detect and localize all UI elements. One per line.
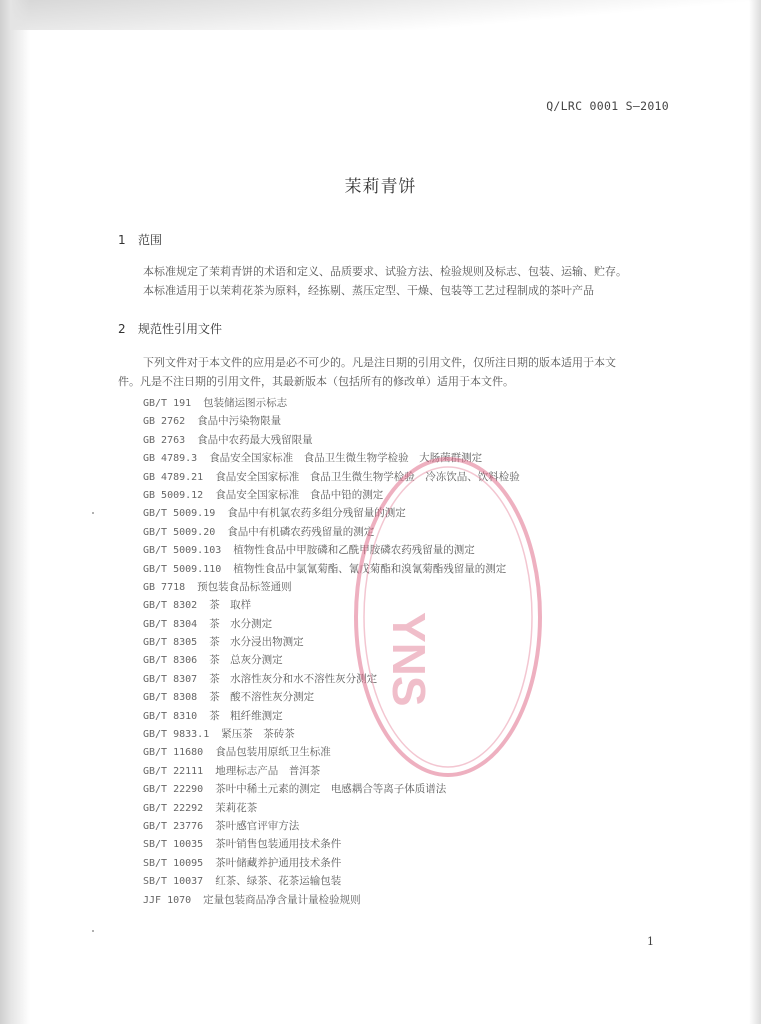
document-title: 茉莉青饼 xyxy=(344,177,417,197)
reference-code: GB 2763 xyxy=(143,434,186,446)
reference-item xyxy=(143,431,520,449)
page-number: 1 xyxy=(647,935,654,948)
reference-list xyxy=(143,394,520,909)
section-2-number: 2 xyxy=(118,322,126,336)
reference-code: GB 7718 xyxy=(143,581,186,593)
reference-item xyxy=(143,780,520,798)
reference-code: GB/T 8304 xyxy=(143,618,198,630)
scan-speck xyxy=(92,930,94,932)
reference-title: 定量包装商品净含量计量检验规则 xyxy=(203,893,361,906)
section-1-heading xyxy=(118,231,162,248)
reference-code: GB/T 8305 xyxy=(143,637,198,649)
section-1-number: 1 xyxy=(118,233,126,247)
reference-title: 茶 取样 xyxy=(209,599,252,612)
section-2-intro-line-2: 件。凡是不注日期的引用文件，其最新版本（包括所有的修改单）适用于本文件。 xyxy=(118,375,514,388)
reference-code: GB 5009.12 xyxy=(143,489,204,501)
reference-title: 茶叶感官评审方法 xyxy=(215,819,300,832)
reference-code: SB/T 10095 xyxy=(143,857,204,869)
reference-code: GB/T 5009.19 xyxy=(143,508,216,520)
reference-item xyxy=(143,504,520,522)
reference-code: GB/T 11680 xyxy=(143,747,204,759)
reference-item xyxy=(143,394,520,412)
reference-item xyxy=(143,578,520,596)
reference-item xyxy=(143,615,520,633)
reference-title: 植物性食品中甲胺磷和乙酰甲胺磷农药残留量的测定 xyxy=(233,544,475,557)
reference-item xyxy=(143,670,520,688)
reference-item xyxy=(143,651,520,669)
reference-code: GB/T 5009.103 xyxy=(143,545,222,557)
reference-code: SB/T 10035 xyxy=(143,839,204,851)
reference-item xyxy=(143,596,520,614)
section-2-intro-line-1: 下列文件对于本文件的应用是必不可少的。凡是注日期的引用文件，仅所注日期的版本适用于本文 xyxy=(143,356,616,369)
reference-code: GB 4789.3 xyxy=(143,453,198,465)
reference-code: GB/T 22290 xyxy=(143,784,204,796)
reference-title: 地理标志产品 普洱茶 xyxy=(215,764,321,777)
reference-title: 食品安全国家标准 食品卫生微生物学检验 冷冻饮品、饮料检验 xyxy=(215,470,520,483)
reference-code: GB/T 8307 xyxy=(143,673,198,685)
reference-item xyxy=(143,412,520,430)
reference-title: 食品中有机氯农药多组分残留量的测定 xyxy=(227,507,406,520)
reference-title: 茶 水分浸出物测定 xyxy=(209,636,304,649)
reference-title: 茶 水分测定 xyxy=(209,617,273,630)
reference-title: 食品安全国家标准 食品卫生微生物学检验 大肠菌群测定 xyxy=(209,452,483,465)
reference-item xyxy=(143,835,520,853)
reference-item xyxy=(143,486,520,504)
reference-item xyxy=(143,541,520,559)
reference-title: 茶叶销售包装通用技术条件 xyxy=(215,838,342,851)
reference-title: 食品中农药最大残留限量 xyxy=(197,433,313,446)
reference-code: GB 2762 xyxy=(143,416,186,428)
reference-item xyxy=(143,872,520,890)
reference-code: GB/T 9833.1 xyxy=(143,729,210,741)
reference-item xyxy=(143,707,520,725)
reference-code: GB/T 8310 xyxy=(143,710,198,722)
reference-code: GB/T 22111 xyxy=(143,765,204,777)
reference-code: GB/T 5009.20 xyxy=(143,526,216,538)
reference-item xyxy=(143,725,520,743)
reference-item xyxy=(143,688,520,706)
reference-item xyxy=(143,743,520,761)
reference-item xyxy=(143,468,520,486)
reference-code: GB/T 8306 xyxy=(143,655,198,667)
reference-title: 茶叶储藏养护通用技术条件 xyxy=(215,856,342,869)
reference-item xyxy=(143,799,520,817)
reference-title: 食品中有机磷农药残留量的测定 xyxy=(227,525,375,538)
reference-title: 红茶、绿茶、花茶运输包装 xyxy=(215,875,342,888)
reference-title: 食品中污染物限量 xyxy=(197,415,282,428)
reference-title: 紧压茶 茶砖茶 xyxy=(221,728,295,741)
reference-item xyxy=(143,762,520,780)
section-2-heading xyxy=(118,320,222,337)
reference-title: 预包装食品标签通则 xyxy=(197,580,292,593)
reference-code: SB/T 10037 xyxy=(143,876,204,888)
reference-code: GB/T 5009.110 xyxy=(143,563,222,575)
reference-code: GB 4789.21 xyxy=(143,471,204,483)
section-1-title: 范围 xyxy=(138,233,163,247)
reference-title: 茶 水溶性灰分和水不溶性灰分测定 xyxy=(209,672,378,685)
svg-text:YNS: YNS xyxy=(383,612,435,707)
scan-speck xyxy=(92,512,94,514)
reference-title: 包装储运图示标志 xyxy=(203,397,288,409)
reference-title: 植物性食品中氯氰菊酯、氰戊菊酯和溴氰菊酯残留量的测定 xyxy=(233,562,507,575)
reference-title: 食品安全国家标准 食品中铅的测定 xyxy=(215,488,384,501)
section-1-paragraph-2: 本标准适用于以茉莉花茶为原料，经拣剔、蒸压定型、干燥、包装等工艺过程制成的茶叶产品 xyxy=(143,284,594,297)
reference-item xyxy=(143,523,520,541)
reference-title: 茶 粗纤维测定 xyxy=(209,709,283,722)
reference-code: GB/T 8302 xyxy=(143,600,198,612)
reference-title: 茶 酸不溶性灰分测定 xyxy=(209,691,315,704)
reference-item xyxy=(143,633,520,651)
reference-title: 茉莉花茶 xyxy=(215,801,258,814)
reference-item xyxy=(143,449,520,467)
reference-title: 茶 总灰分测定 xyxy=(209,654,283,667)
standard-code: Q/LRC 0001 S—2010 xyxy=(546,99,669,113)
reference-title: 食品包装用原纸卫生标准 xyxy=(215,746,331,759)
reference-code: GB/T 8308 xyxy=(143,692,198,704)
section-1-paragraph-1: 本标准规定了茉莉青饼的术语和定义、品质要求、试验方法、检验规则及标志、包装、运输、贮存。 xyxy=(143,265,627,278)
reference-item xyxy=(143,560,520,578)
section-2-title: 规范性引用文件 xyxy=(138,322,223,336)
reference-item xyxy=(143,891,520,909)
reference-code: JJF 1070 xyxy=(143,894,192,906)
reference-code: GB/T 191 xyxy=(143,398,192,409)
reference-code: GB/T 22292 xyxy=(143,802,204,814)
reference-item xyxy=(143,854,520,872)
reference-title: 茶叶中稀土元素的测定 电感耦合等离子体质谱法 xyxy=(215,783,447,796)
reference-code: GB/T 23776 xyxy=(143,820,204,832)
reference-item xyxy=(143,817,520,835)
